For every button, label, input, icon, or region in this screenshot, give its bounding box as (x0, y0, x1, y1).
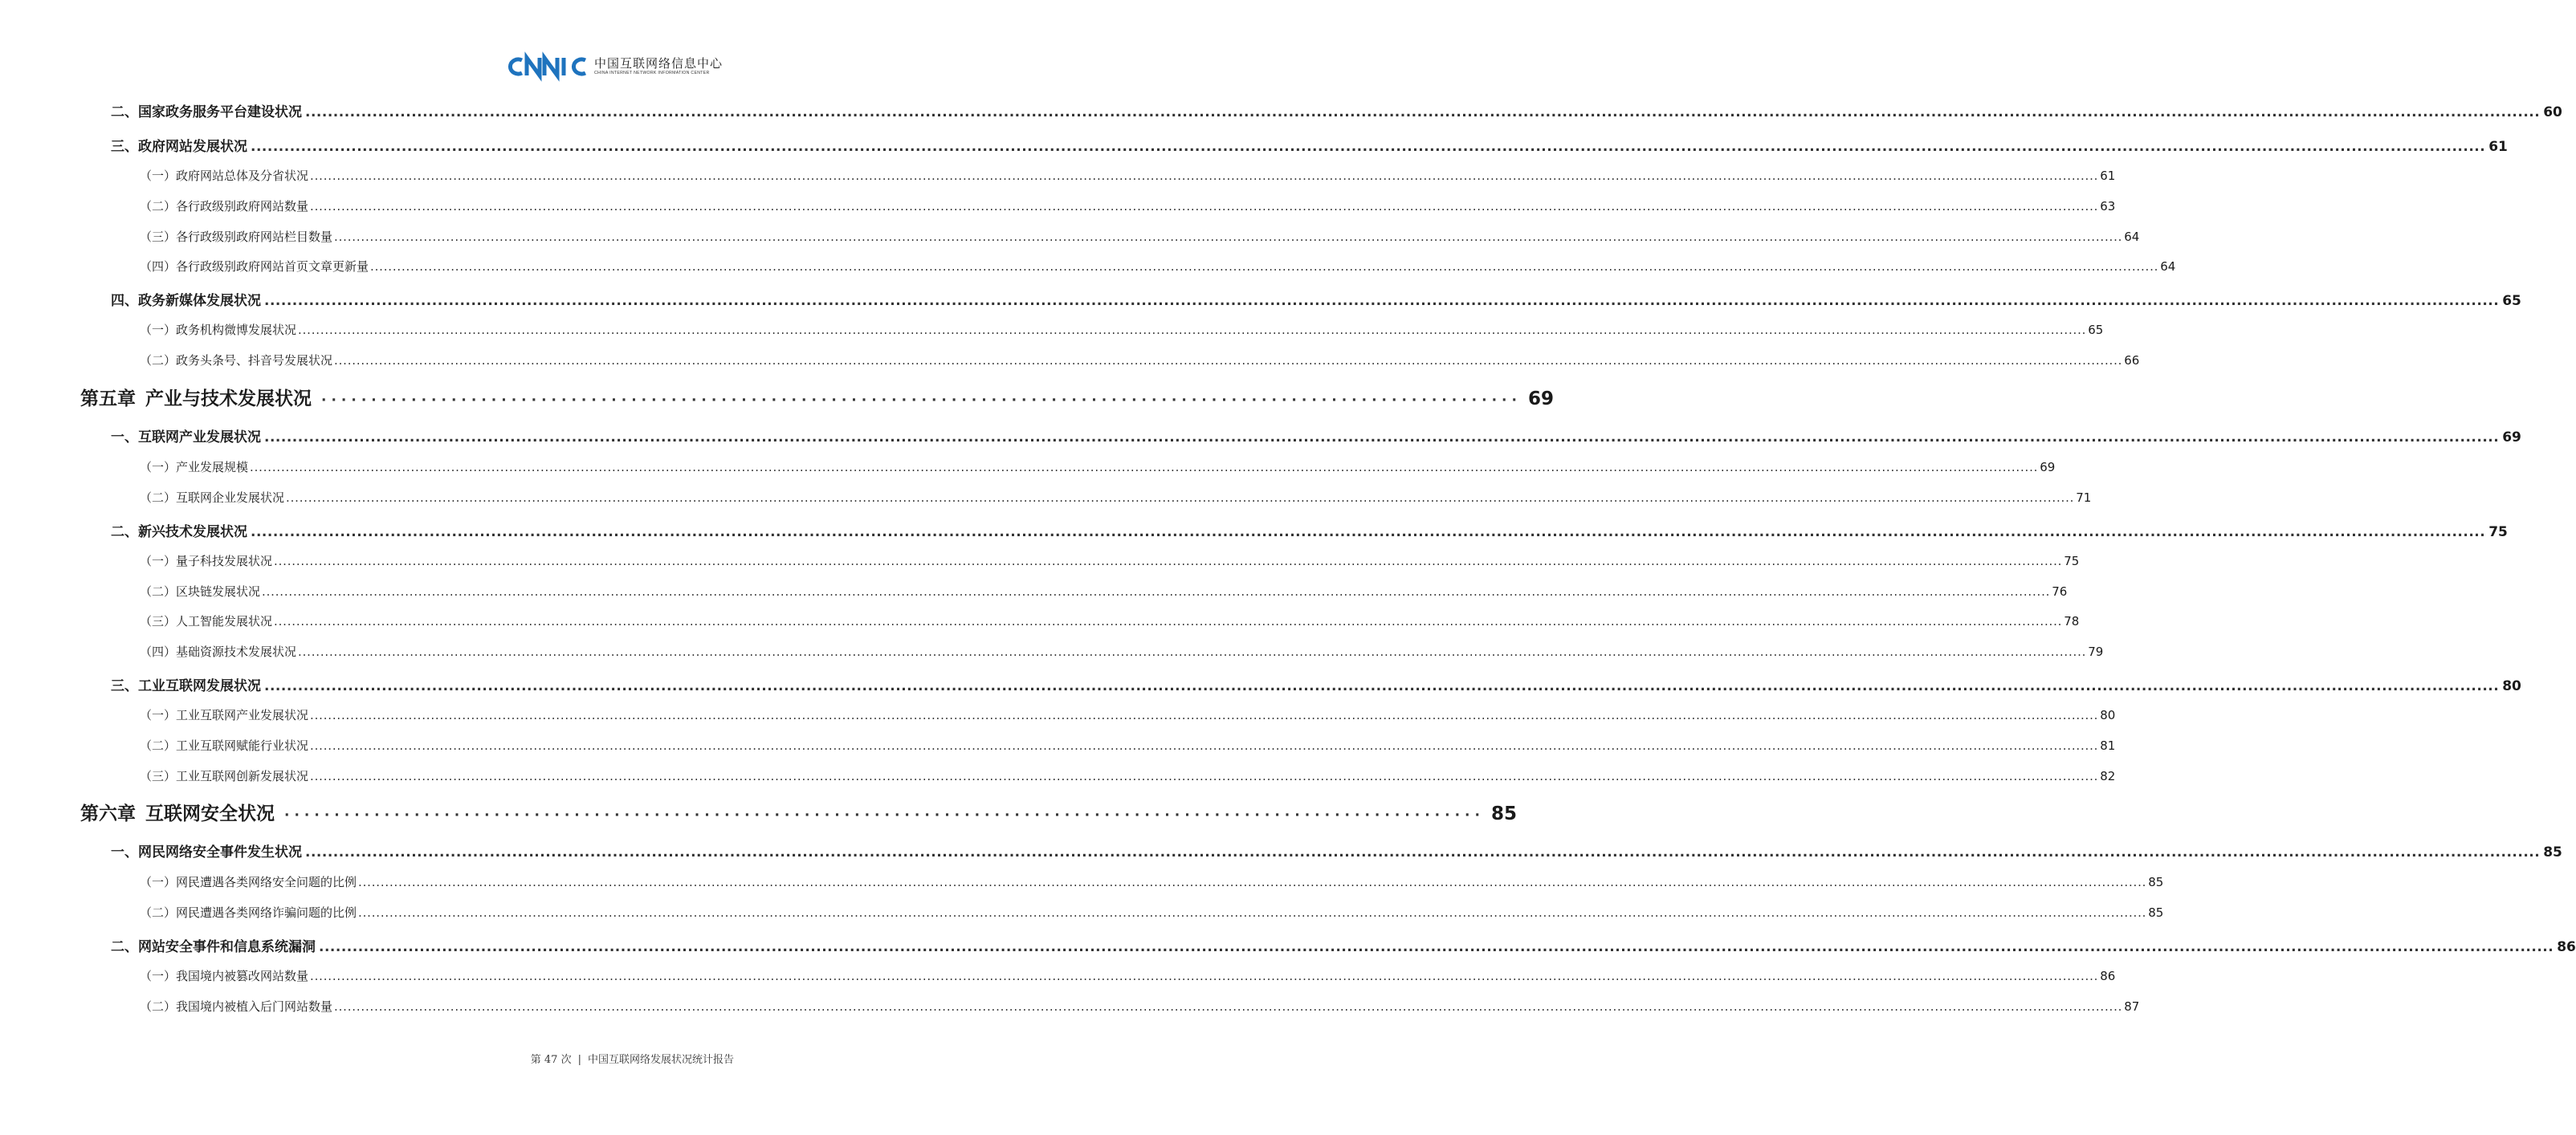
toc-entry-title: （四）各行政级别政府网站首页文章更新量 (140, 259, 369, 274)
cnnic-logo-icon (506, 56, 589, 77)
toc-entry-page: 86 (2557, 939, 2576, 955)
dot-leader: ................................................................................................................................................................................................................................................................................................................................................................................................................ (310, 199, 2099, 214)
toc-entry-page: 87 (2124, 999, 2140, 1014)
dot-leader: ................................................................................................................................................................................................................................................................................................................................................................................................................ (334, 353, 2123, 368)
toc-entry[interactable] (140, 197, 2116, 214)
toc-entry[interactable] (111, 520, 2508, 540)
toc-entry-title: 二、新兴技术发展状况 (111, 524, 247, 540)
chapter-number: 第五章 (80, 389, 136, 409)
dot-leader: ................................................................................................................................................................................................................................................................................................................................................................................................................ (310, 969, 2099, 983)
toc-entry-title: （二）互联网企业发展状况 (140, 490, 285, 505)
toc-entry-title: （一）政府网站总体及分省状况 (140, 169, 309, 183)
dot-leader: ................................................................................................................................................................................................................................................................................................................................................................................................................ (310, 738, 2099, 753)
toc-entry[interactable] (111, 289, 2521, 309)
dot-leader: ................................................................................................................................................................................................................................................................................................................................................................................................................ (251, 139, 2486, 155)
toc-entry-title: （三）工业互联网创新发展状况 (140, 769, 309, 783)
toc-entry-title: （二）网民遭遇各类网络诈骗问题的比例 (140, 905, 357, 920)
toc-entry[interactable] (111, 425, 2521, 445)
toc-entry-page: 85 (2148, 905, 2164, 920)
toc-entry-title: 一、网民网络安全事件发生状况 (111, 844, 302, 860)
dot-leader: ................................................................................................................................................................................................................................................................................................................................................................................................................ (358, 875, 2147, 889)
toc-entry-page: 75 (2488, 524, 2508, 540)
toc-entry-title: 二、网站安全事件和信息系统漏洞 (111, 939, 316, 955)
toc-entry-title: （一）量子科技发展状况 (140, 554, 273, 568)
dot-leader: ................................................................................................................................................................................................................................................................................................................................................................................................................ (310, 769, 2099, 783)
toc-entry-page: 85 (1490, 803, 1517, 824)
toc-chapter-entry[interactable] (80, 384, 1554, 410)
toc-entry[interactable] (140, 167, 2116, 184)
toc-entry[interactable] (140, 552, 2080, 569)
toc-entry[interactable] (111, 674, 2521, 694)
toc-entry-page: 82 (2100, 769, 2116, 783)
toc-entry[interactable] (140, 643, 2104, 660)
dot-leader: ................................................................................................................................................................................................................................................................................................................................................................................................................ (319, 939, 2554, 955)
toc-entry-title: 二、国家政务服务平台建设状况 (111, 104, 302, 120)
toc-entry-page: 85 (2543, 844, 2562, 860)
toc-entry-page: 69 (2502, 429, 2521, 445)
toc-entry[interactable] (140, 612, 2080, 629)
toc-entry-page: 80 (2502, 678, 2521, 694)
toc-entry-page: 81 (2100, 738, 2116, 753)
toc-entry-page: 64 (2124, 230, 2140, 244)
toc-entry[interactable] (140, 458, 2056, 475)
toc-entry-page: 80 (2100, 708, 2116, 722)
toc-entry-title: （一）网民遭遇各类网络安全问题的比例 (140, 875, 357, 889)
dot-leader: ................................................................................................................................................................................................................................................................................................................................................................................................................ (274, 614, 2063, 629)
dot-leader: ................................................................................................................................................................................................................................................................................................................................................................................................................ (251, 524, 2486, 540)
issue-number: 第 47 次 (530, 1054, 572, 1066)
toc-entry-title: （二）各行政级别政府网站数量 (140, 199, 309, 214)
dot-leader: ................................................................................................................................................................................................................................................................................................................................................................................................................ (274, 554, 2063, 568)
toc-entry[interactable] (140, 904, 2164, 921)
dot-leader: ................................................................................................................................................................................................................................................................................................................................................................................................................ (358, 905, 2147, 920)
toc-entry-page: 76 (2052, 584, 2068, 599)
toc-entry-page: 61 (2488, 139, 2508, 155)
toc-entry-page: 66 (2124, 353, 2140, 368)
dot-leader: ................................................................................................................................................................................................................................................................................................................................................................................................................ (286, 490, 2075, 505)
toc-entry[interactable] (140, 998, 2140, 1015)
toc-entry-title: （二）工业互联网赋能行业状况 (140, 738, 309, 753)
toc-entry-page: 85 (2148, 875, 2164, 889)
toc-chapter-entry[interactable] (80, 799, 1517, 825)
toc-entry[interactable] (111, 100, 2562, 120)
toc-entry-page: 78 (2064, 614, 2080, 629)
footer-separator: | (577, 1054, 581, 1066)
toc-entry[interactable] (140, 737, 2116, 754)
toc-entry-page: 86 (2100, 969, 2116, 983)
dot-leader: ................................................................................................................................................................................................................................................................................................................................................................................................................ (264, 678, 2500, 694)
toc-entry[interactable] (111, 935, 2576, 955)
toc-entry-title: 四、政务新媒体发展状况 (111, 293, 261, 309)
dot-leader: ................................................................................................................................................................................................................................................................................................................................................................................................................ (334, 999, 2123, 1014)
dot-leader: ................................................................................................................................................................................................................................................................................................................................................................................................................ (298, 323, 2087, 337)
dot-leader: ................................................................................................................................................................................................................................................................................................................................................................................................................ (262, 584, 2051, 599)
toc-entry-page: 63 (2100, 199, 2116, 214)
dot-leader: ................................................................................................................................................................................................................................................................................................................................................................................................................ (334, 230, 2123, 244)
toc-entry[interactable] (140, 321, 2104, 338)
dot-leader: ························································································································ (321, 393, 1522, 409)
toc-entry-title: 三、政府网站发展状况 (111, 139, 247, 155)
toc-entry-title: 一、互联网产业发展状况 (111, 429, 261, 445)
toc-entry-page: 65 (2088, 323, 2104, 337)
dot-leader: ................................................................................................................................................................................................................................................................................................................................................................................................................ (305, 104, 2541, 120)
toc-entry-page: 64 (2160, 259, 2176, 274)
chapter-number: 第六章 (80, 803, 136, 824)
chapter-title: 互联网安全状况 (145, 803, 275, 824)
toc-entry-page: 71 (2076, 490, 2092, 505)
toc-entry[interactable] (140, 583, 2068, 600)
toc-entry-title: （三）人工智能发展状况 (140, 614, 273, 629)
toc-entry-title: （一）产业发展规模 (140, 460, 249, 474)
toc-entry-title: （四）基础资源技术发展状况 (140, 645, 297, 659)
cnnic-logo (506, 55, 723, 79)
toc-entry-page: 69 (1527, 389, 1554, 409)
page-footer (531, 1051, 734, 1066)
toc-entry[interactable] (140, 258, 2176, 275)
report-title: 中国互联网络发展状况统计报告 (587, 1054, 734, 1066)
toc-entry[interactable] (111, 135, 2508, 155)
toc-entry-title: （二）我国境内被植入后门网站数量 (140, 999, 333, 1014)
toc-entry-title: （二）政务头条号、抖音号发展状况 (140, 353, 333, 368)
toc-entry[interactable] (140, 873, 2164, 890)
toc-entry-page: 79 (2088, 645, 2104, 659)
dot-leader: ................................................................................................................................................................................................................................................................................................................................................................................................................ (298, 645, 2087, 659)
toc-entry-page: 69 (2040, 460, 2056, 474)
dot-leader: ................................................................................................................................................................................................................................................................................................................................................................................................................ (310, 708, 2099, 722)
toc-entry-page: 60 (2543, 104, 2562, 120)
org-name-en: CHINA INTERNET NETWORK INFORMATION CENTER (594, 71, 710, 75)
toc-entry-title: （一）工业互联网产业发展状况 (140, 708, 309, 722)
toc-entry[interactable] (140, 706, 2116, 723)
toc-entry[interactable] (140, 228, 2140, 245)
toc-entry-title: （三）各行政级别政府网站栏目数量 (140, 230, 333, 244)
toc-entry[interactable] (140, 352, 2140, 368)
toc-entry-page: 65 (2502, 293, 2521, 309)
dot-leader: ................................................................................................................................................................................................................................................................................................................................................................................................................ (370, 259, 2159, 274)
toc-entry-page: 75 (2064, 554, 2080, 568)
dot-leader: ................................................................................................................................................................................................................................................................................................................................................................................................................ (310, 169, 2099, 183)
dot-leader: ................................................................................................................................................................................................................................................................................................................................................................................................................ (250, 460, 2039, 474)
dot-leader: ................................................................................................................................................................................................................................................................................................................................................................................................................ (305, 844, 2541, 860)
org-name-cn: 中国互联网络信息中心 (594, 56, 723, 71)
dot-leader: ................................................................................................................................................................................................................................................................................................................................................................................................................ (264, 293, 2500, 309)
dot-leader: ................................................................................................................................................................................................................................................................................................................................................................................................................ (264, 429, 2500, 445)
toc-entry[interactable] (140, 767, 2116, 784)
toc-entry[interactable] (140, 489, 2092, 506)
toc-entry-title: （一）我国境内被篡改网站数量 (140, 969, 309, 983)
toc-entry-title: 三、工业互联网发展状况 (111, 678, 261, 694)
toc-entry-page: 61 (2100, 169, 2116, 183)
chapter-title: 产业与技术发展状况 (145, 389, 312, 409)
toc-entry-title: （一）政务机构微博发展状况 (140, 323, 297, 337)
toc-entry-title: （二）区块链发展状况 (140, 584, 261, 599)
toc-entry[interactable] (140, 967, 2116, 984)
dot-leader: ························································································································ (284, 808, 1485, 824)
toc-entry[interactable] (111, 840, 2562, 860)
